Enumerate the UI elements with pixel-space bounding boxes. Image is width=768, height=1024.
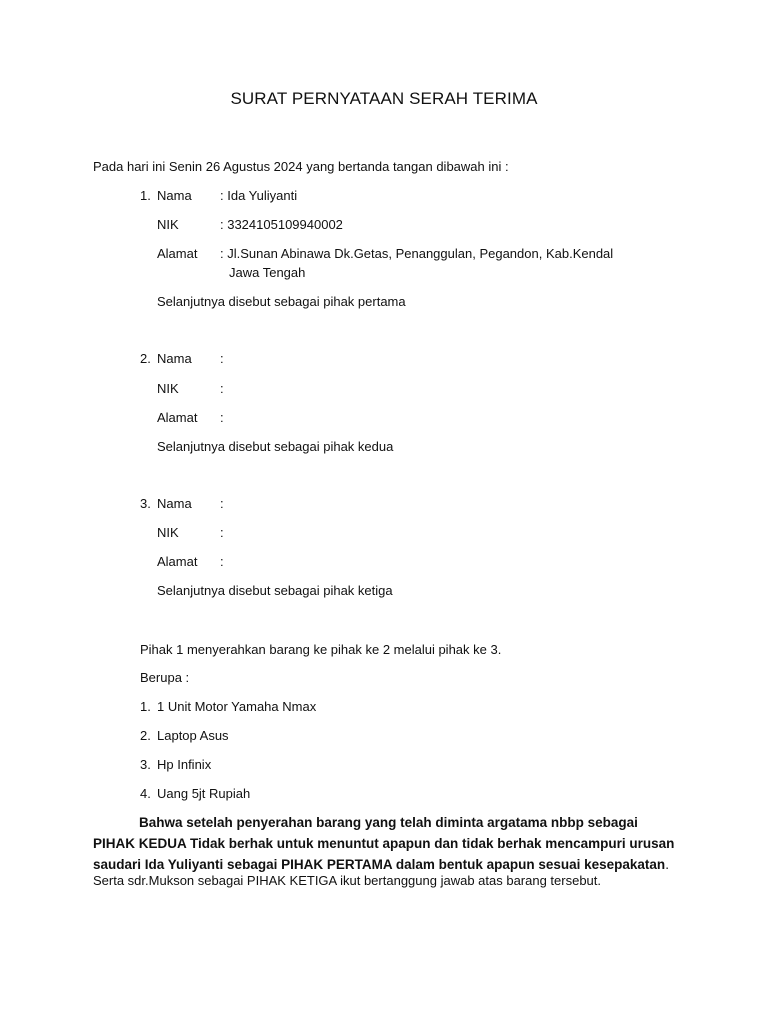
party-1-role: Selanjutnya disebut sebagai pihak pertama — [157, 294, 406, 309]
closing-bold-text: Bahwa setelah penyerahan barang yang telah diminta argatama nbbp sebagai PIHAK KEDUA Tidak berhak untuk menuntut apapun dan tidak berhak mencampuri urusan saudari Ida Yuliyanti sebagai PIHAK PERTAMA dalam bentuk apapun sesuai kesepakatan — [93, 815, 675, 872]
party-3-name-value: : — [220, 496, 224, 511]
party-3-name-label: Nama — [157, 496, 192, 511]
party-2-role: Selanjutnya disebut sebagai pihak kedua — [157, 439, 394, 454]
party-2-number: 2. — [140, 351, 151, 366]
party-3-address-label: Alamat — [157, 554, 198, 569]
item-number: 2. — [140, 728, 151, 743]
party-3-number: 3. — [140, 496, 151, 511]
document-title: SURAT PERNYATAAN SERAH TERIMA — [230, 89, 538, 108]
party-3-nik-label: NIK — [157, 525, 179, 540]
transfer-statement: Pihak 1 menyerahkan barang ke pihak ke 2 melalui pihak ke 3. — [140, 642, 502, 657]
item-number: 1. — [140, 699, 151, 714]
party-1-nik-label: NIK — [157, 217, 179, 232]
party-2-nik-label: NIK — [157, 381, 179, 396]
item-number: 3. — [140, 757, 151, 772]
party-3-address-value: : — [220, 554, 224, 569]
party-2-nik-value: : — [220, 381, 224, 396]
party-1-name-label: Nama — [157, 188, 192, 203]
party-1-address-value-line2: Jawa Tengah — [229, 265, 306, 280]
party-1-address-value: : Jl.Sunan Abinawa Dk.Getas, Penanggulan, Pegandon, Kab.Kendal — [220, 246, 614, 261]
party-1-address-label: Alamat — [157, 246, 198, 261]
party-2-address-value: : — [220, 410, 224, 425]
list-item: Uang 5jt Rupiah — [157, 786, 251, 801]
party-3-role: Selanjutnya disebut sebagai pihak ketiga — [157, 583, 393, 598]
item-number: 4. — [140, 786, 151, 801]
party-1-name-value: : Ida Yuliyanti — [220, 188, 298, 203]
party-2-address-label: Alamat — [157, 410, 198, 425]
party-1-nik-value: : 3324105109940002 — [220, 217, 343, 232]
intro-text: Pada hari ini Senin 26 Agustus 2024 yang bertanda tangan dibawah ini : — [93, 159, 509, 174]
closing-normal-text: Serta sdr.Mukson sebagai PIHAK KETIGA ikut bertanggung jawab atas barang tersebut. — [93, 873, 602, 888]
party-2-name-value: : — [220, 351, 224, 366]
party-3-nik-value: : — [220, 525, 224, 540]
party-1-number: 1. — [140, 188, 151, 203]
items-label: Berupa : — [140, 670, 190, 685]
closing-paragraph — [93, 812, 683, 875]
list-item: Laptop Asus — [157, 728, 229, 743]
list-item: 1 Unit Motor Yamaha Nmax — [157, 699, 317, 714]
party-2-name-label: Nama — [157, 351, 192, 366]
closing-period: . — [665, 857, 669, 872]
list-item: Hp Infinix — [157, 757, 212, 772]
